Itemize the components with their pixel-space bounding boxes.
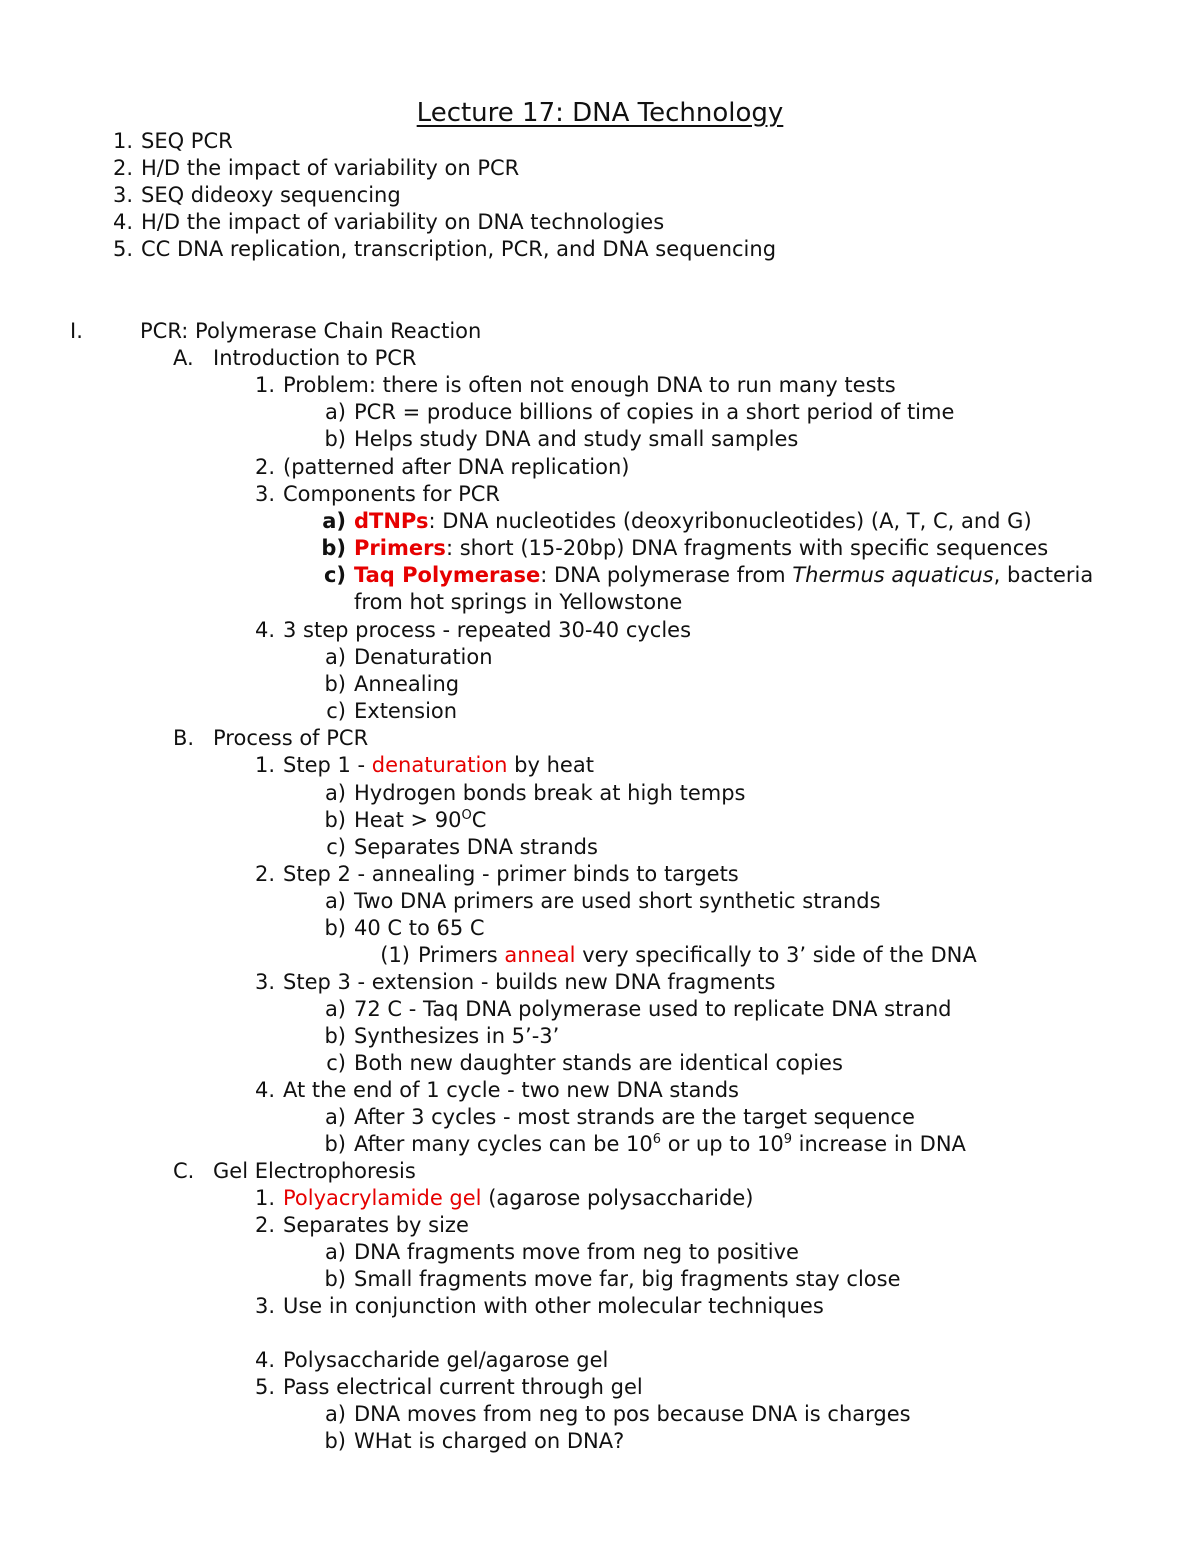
key-term: denaturation xyxy=(371,753,508,777)
key-term: anneal xyxy=(504,943,576,967)
objective-item: 3. SEQ dideoxy sequencing xyxy=(112,183,401,207)
outline-subitem: a) DNA moves from neg to pos because DNA is charges xyxy=(324,1402,911,1426)
outline-item: 3. Components for PCR xyxy=(254,482,501,506)
outline-subitem: a) PCR = produce billions of copies in a short period of time xyxy=(324,400,955,424)
key-term: dTNPs xyxy=(354,509,429,533)
outline-subitem: c) Separates DNA strands xyxy=(326,835,598,859)
outline-item: 3. Use in conjunction with other molecular techniques xyxy=(254,1294,824,1318)
outline-subitem: b) WHat is charged on DNA? xyxy=(324,1429,625,1453)
outline-section: I. PCR: Polymerase Chain Reaction xyxy=(70,319,482,343)
objective-item: 5. CC DNA replication, transcription, PCR, and DNA sequencing xyxy=(112,237,777,261)
outline-subitem: a) 72 C - Taq DNA polymerase used to replicate DNA strand xyxy=(324,997,952,1021)
outline-subsection: C. Gel Electrophoresis xyxy=(173,1159,416,1183)
outline-subitem: a) Two DNA primers are used short synthetic strands xyxy=(324,889,881,913)
objective-item: 1. SEQ PCR xyxy=(112,129,233,153)
outline-subitem: b) Helps study DNA and study small samples xyxy=(324,427,799,451)
key-term: Polyacrylamide gel xyxy=(283,1186,482,1210)
outline-item: 1. Step 1 - denaturation by heat xyxy=(254,753,594,777)
outline-item: 5. Pass electrical current through gel xyxy=(254,1375,643,1399)
page-title: Lecture 17: DNA Technology xyxy=(416,98,784,128)
outline-item: 2. Step 2 - annealing - primer binds to targets xyxy=(254,862,739,886)
outline-subsubitem: (1) Primers anneal very specifically to 3’ side of the DNA xyxy=(380,943,977,967)
outline-subitem: b) After many cycles can be $10^6$ or up to $10^9$ increase in DNA xyxy=(324,1132,966,1156)
objective-item: 4. H/D the impact of variability on DNA technologies xyxy=(112,210,665,234)
outline-subitem: b) Small fragments move far, big fragments stay close xyxy=(324,1267,901,1291)
key-term: Primers xyxy=(354,536,446,560)
outline-subitem: a) DNA fragments move from neg to positive xyxy=(324,1240,799,1264)
outline-item: 2. Separates by size xyxy=(254,1213,469,1237)
outline-subsection: A. Introduction to PCR xyxy=(173,346,417,370)
outline-subitem: b) Heat > $90^OC$ xyxy=(324,808,487,832)
key-term: Taq Polymerase xyxy=(354,563,541,587)
outline-subitem: b) 40 C to 65 C xyxy=(324,916,485,940)
outline-continuation: from hot springs in Yellowstone xyxy=(354,590,683,614)
outline-subitem: a) dTNPs: DNA nucleotides (deoxyribonucleotides) (A, T, C, and G) xyxy=(322,509,1032,533)
outline-subitem: b) Primers: short (15-20bp) DNA fragments with specific sequences xyxy=(321,536,1049,560)
outline-subitem: c) Taq Polymerase: DNA polymerase from Thermus aquaticus, bacteria xyxy=(323,563,1094,587)
outline-subitem: c) Extension xyxy=(326,699,458,723)
outline-subitem: a) Denaturation xyxy=(324,645,493,669)
outline-subitem: a) After 3 cycles - most strands are the target sequence xyxy=(324,1105,915,1129)
outline-subitem: b) Synthesizes in 5’-3’ xyxy=(324,1024,560,1048)
outline-item: 4. 3 step process - repeated 30-40 cycles xyxy=(254,618,692,642)
outline-subitem: b) Annealing xyxy=(324,672,460,696)
outline-item: 4. Polysaccharide gel/agarose gel xyxy=(254,1348,609,1372)
outline-item: 4. At the end of 1 cycle - two new DNA stands xyxy=(254,1078,739,1102)
outline-subsection: B. Process of PCR xyxy=(173,726,369,750)
outline-item: 1. Problem: there is often not enough DNA to run many tests xyxy=(254,373,896,397)
objective-item: 2. H/D the impact of variability on PCR xyxy=(112,156,520,180)
outline-item: 3. Step 3 - extension - builds new DNA fragments xyxy=(254,970,776,994)
outline-subitem: a) Hydrogen bonds break at high temps xyxy=(324,781,746,805)
outline-item: 1. Polyacrylamide gel (agarose polysaccharide) xyxy=(254,1186,754,1210)
outline-subitem: c) Both new daughter stands are identical copies xyxy=(326,1051,843,1075)
outline-item: 2. (patterned after DNA replication) xyxy=(254,455,630,479)
